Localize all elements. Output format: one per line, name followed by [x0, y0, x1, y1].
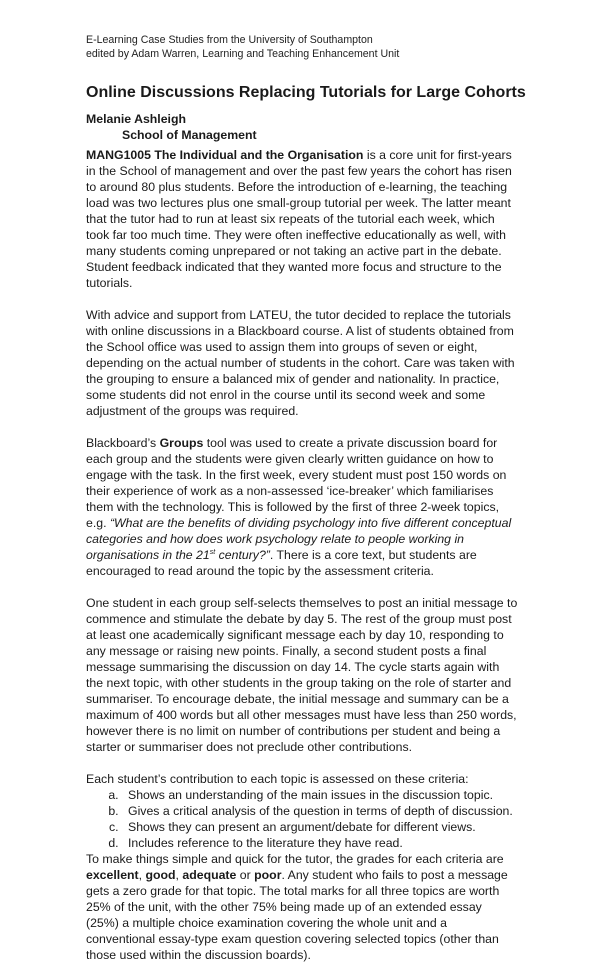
running-header [86, 33, 399, 61]
groups-tool-name: Groups [159, 436, 204, 450]
paragraph-process: One student in each group self-selects themselves to post an initial message to commence and stimulate the debate by day 5. The rest of the group must post at least one academically significant message each by day 10, responding to any message or raising new points. Finally, a second student posts a final message summarising the discussion on day 14. The cycle starts again with the next topic, with other students in the group taking on the role of starter and summariser. To encourage debate, the initial message and summary can be a maximum of 400 words but all other messages must have less than 250 words, however there is no limit on number of contributions per student and being a starter or summariser does not preclude other contributions. [86, 596, 518, 754]
paragraph-criteria-intro: Each student’s contribution to each topic is assessed on these criteria: [86, 772, 469, 786]
criteria-item: a. Shows an understanding of the main issues in the discussion topic. [122, 787, 518, 803]
document-body [86, 147, 518, 979]
example-topic-quote: “What are the benefits of dividing psychology into five different conceptual categories and how does work psychology relate to people working in organisations in the 21st century?” [86, 516, 512, 562]
criteria-item: c. Shows they can present an argument/debate for different views. [122, 819, 518, 835]
author-affiliation: School of Management [122, 128, 257, 142]
paragraph-lateu: With advice and support from LATEU, the tutor decided to replace the tutorials with online discussions in a Blackboard course. A list of students obtained from the School office was used to assign them into groups of seven or eight, depending on the actual number of students in the cohort. Care was taken with the grouping to ensure a balanced mix of gender and nationality. In practice, some students did not enrol in the course until its second week and some adjustment of the groups was required. [86, 308, 515, 418]
criteria-item: b. Gives a critical analysis of the question in terms of depth of discussion. [122, 803, 518, 819]
criteria-item: d. Includes reference to the literature they have read. [122, 835, 518, 851]
author-name: Melanie Ashleigh [86, 112, 186, 126]
unit-name: MANG1005 The Individual and the Organisation [86, 148, 364, 162]
paragraph-grading: To make things simple and quick for the tutor, the grades for each criteria are excellent, good, adequate or poor. Any student who fails to post a message gets a zero grade for that topic. The total marks for all three topics are worth 25% of the unit, with the other 75% being made up of an extended essay (25%) a multiple choice examination covering the whole unit and a conventional essay-type exam question covering selected topics (other than those used within the discussion boards). [86, 852, 508, 962]
paragraph-groups: Blackboard’s Groups tool was used to create a private discussion board for each group and the students were given clearly written guidance on how to engage with the task. In the first week, every student must post 150 words on their experience of work as a non-assessed ‘ice-breaker’ which familiarises them with the technology. This is followed by the first of three 2-week topics, e.g. “What are the benefits of dividing psychology into five different conceptual categories and how does work psychology relate to people working in organisations in the 21st century?”. There is a core text, but students are encouraged to read around the topic by the assessment criteria. [86, 436, 512, 578]
criteria-list [86, 787, 518, 851]
header-line-2: edited by Adam Warren, Learning and Teaching Enhancement Unit [86, 48, 400, 60]
page-title: Online Discussions Replacing Tutorials for Large Cohorts [86, 84, 526, 101]
header-line-1: E-Learning Case Studies from the University of Southampton [86, 34, 373, 46]
paragraph-intro: MANG1005 The Individual and the Organisation is a core unit for first-years in the School of management and over the past few years the cohort has risen to around 80 plus students. Before the introduction of e-learning, the teaching load was two lectures plus one small-group tutorial per week. The latter meant that the tutor had to run at least six repeats of the tutorial each week, which took far too much time. They were often ineffective educationally as well, with many students coming unprepared or not taking an active part in the debate. Student feedback indicated that they wanted more focus and structure to the tutorials. [86, 148, 512, 290]
